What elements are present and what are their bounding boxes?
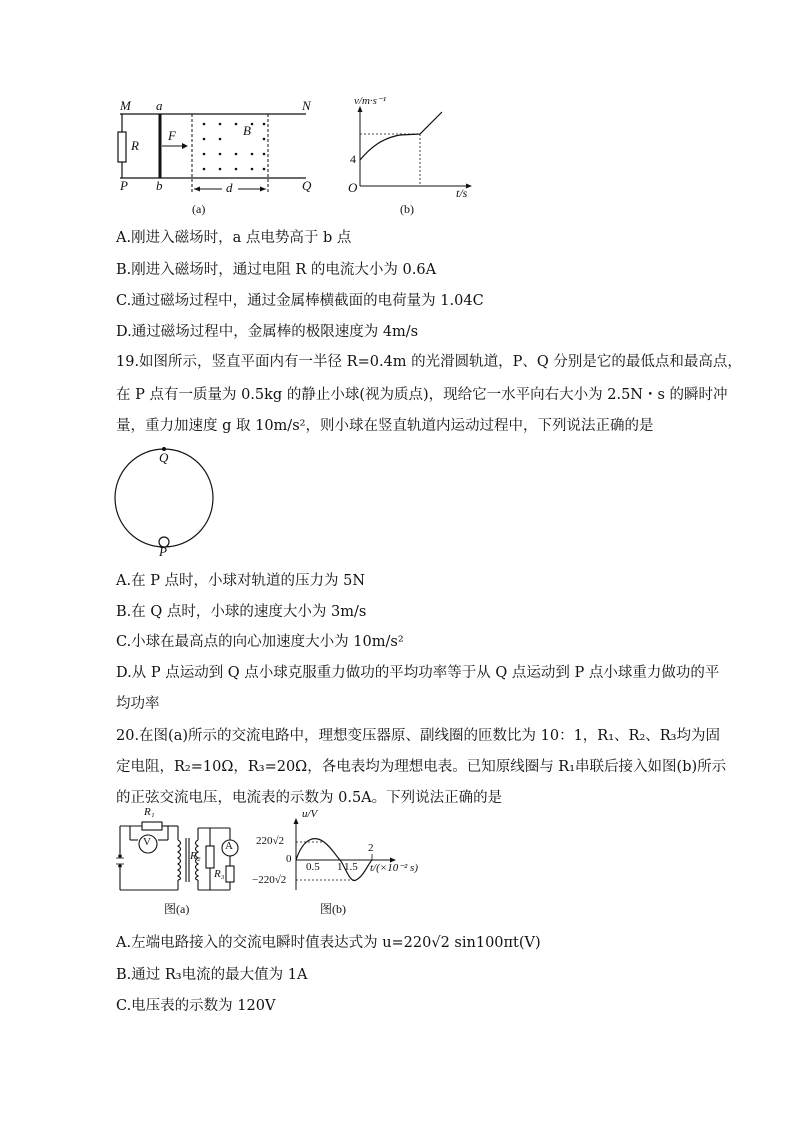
q19-option-d-cont: 均功率	[116, 696, 160, 712]
label-R: R	[131, 138, 139, 153]
graph-xlabel: t/s	[456, 186, 468, 200]
graph-origin: O	[348, 180, 358, 195]
circuit-label-R2: R₂	[190, 850, 201, 862]
figure-18a	[110, 98, 320, 220]
figure-20b-caption: 图(b)	[320, 902, 346, 916]
sine-tick-05: 0.5	[306, 861, 320, 873]
figure-20a	[112, 806, 244, 918]
q19-option-d: D.从 P 点运动到 Q 点小球克服重力做功的平均功率等于从 Q 点运动到 P 点小球重力做功的平	[116, 665, 720, 681]
q18-option-b: B.刚进入磁场时，通过电阻 R 的电流大小为 0.6A	[116, 262, 437, 278]
circuit-label-V: V	[143, 836, 151, 848]
track-label-Q: Q	[159, 450, 169, 465]
figure-18b	[340, 95, 480, 220]
q19-option-c: C.小球在最高点的向心加速度大小为 10m/s²	[116, 634, 404, 650]
track-label-P: P	[159, 544, 167, 559]
q19-option-a: A.在 P 点时，小球对轨道的压力为 5N	[116, 573, 366, 589]
sine-ymax: 220√2	[256, 835, 285, 847]
q19-stem-3: 量，重力加速度 g 取 10m/s²，则小球在竖直轨道内运动过程中，下列说法正确的是	[116, 418, 654, 434]
figure-18a-drawing	[110, 98, 320, 220]
figure-19	[110, 444, 220, 562]
label-a: a	[156, 98, 163, 113]
circuit-label-A: A	[225, 840, 233, 852]
q20-option-a: A.左端电路接入的交流电瞬时值表达式为 u=220√2 sin100πt(V)	[116, 935, 541, 951]
figure-18b-caption: (b)	[400, 202, 414, 216]
q19-option-b: B.在 Q 点时，小球的速度大小为 3m/s	[116, 604, 367, 620]
sine-ymin: −220√2	[252, 874, 287, 886]
q20-option-b: B.通过 R₃电流的最大值为 1A	[116, 967, 308, 983]
q20-stem-1: 20.在图(a)所示的交流电路中，理想变压器原、副线圈的匝数比为 10：1，R₁、R₂、R₃均为固	[116, 728, 720, 744]
q18-option-c: C.通过磁场过程中，通过金属棒横截面的电荷量为 1.04C	[116, 293, 484, 309]
label-b: b	[156, 178, 163, 193]
label-F: F	[168, 128, 176, 143]
q18-option-a: A.刚进入磁场时，a 点电势高于 b 点	[116, 230, 352, 246]
label-Q: Q	[302, 178, 312, 193]
graph-y4: 4	[350, 152, 356, 166]
label-B: B	[243, 123, 251, 138]
sine-xlabel: t/(×10⁻² s)	[370, 862, 418, 874]
sine-tick-15: 1.5	[344, 861, 358, 873]
figure-18a-caption: (a)	[192, 202, 206, 216]
circuit-label-R1: R₁	[144, 806, 155, 818]
graph-ylabel: v/m·s⁻¹	[354, 95, 387, 107]
label-P: P	[120, 178, 128, 193]
label-M: M	[120, 98, 131, 113]
sine-zero: 0	[286, 853, 292, 865]
q20-stem-3: 的正弦交流电压，电流表的示数为 0.5A。下列说法正确的是	[116, 790, 503, 806]
sine-tick-2: 2	[368, 842, 374, 854]
label-N: N	[302, 98, 311, 113]
sine-tick-1: 1	[337, 861, 343, 873]
figure-20a-caption: 图(a)	[164, 902, 190, 916]
figure-20b	[252, 808, 432, 918]
q18-option-d: D.通过磁场过程中，金属棒的极限速度为 4m/s	[116, 324, 419, 340]
q20-option-c: C.电压表的示数为 120V	[116, 998, 276, 1014]
q19-stem-2: 在 P 点有一质量为 0.5kg 的静止小球(视为质点)，现给它一水平向右大小为 2.5N・s 的瞬时冲	[116, 387, 728, 403]
q19-stem-1: 19.如图所示，竖直平面内有一半径 R=0.4m 的光滑圆轨道，P、Q 分别是它的最低点和最高点，	[116, 354, 742, 370]
sine-ylabel: u/V	[302, 808, 318, 820]
circuit-label-R3: R₃	[214, 868, 225, 880]
label-d: d	[226, 180, 233, 195]
q20-stem-2: 定电阻，R₂=10Ω，R₃=20Ω，各电表均为理想电表。已知原线圈与 R₁串联后接入如图(b)所示	[116, 759, 727, 775]
